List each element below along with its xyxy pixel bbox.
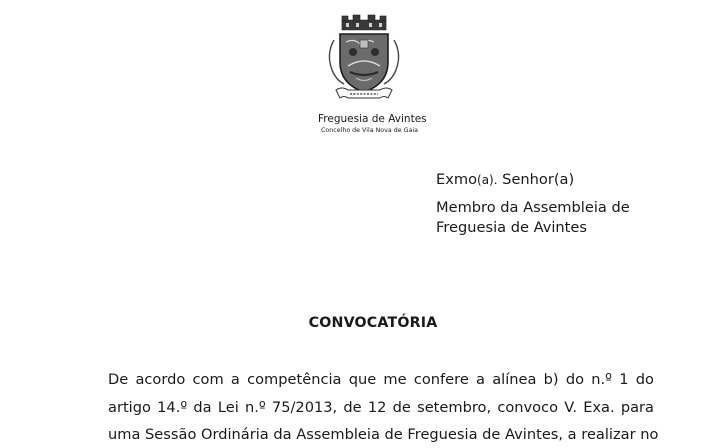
addressee-line-3: Freguesia de Avintes — [436, 219, 587, 236]
document-title: CONVOCATÓRIA — [308, 315, 438, 331]
coat-of-arms-icon — [320, 14, 408, 106]
org-name: Freguesia de Avintes — [318, 113, 427, 125]
salutation-suffix: (a). — [477, 173, 498, 187]
addressee-line-2: Membro da Assembleia de — [436, 199, 630, 216]
addressee-salutation — [436, 170, 574, 190]
body-line: uma Sessão Ordinária da Assembleia de Freguesia de Avintes, a realizar no — [108, 426, 659, 443]
body-line: artigo 14.º da Lei n.º 75/2013, de 12 de setembro, convoco V. Exa. para — [108, 399, 654, 416]
salutation-title: Senhor(a) — [497, 171, 575, 188]
org-subtitle: Concelho de Vila Nova de Gaia — [321, 127, 418, 134]
salutation-prefix: Exmo — [436, 171, 478, 188]
body-line: De acordo com a competência que me confere a alínea b) do n.º 1 do — [108, 371, 654, 388]
